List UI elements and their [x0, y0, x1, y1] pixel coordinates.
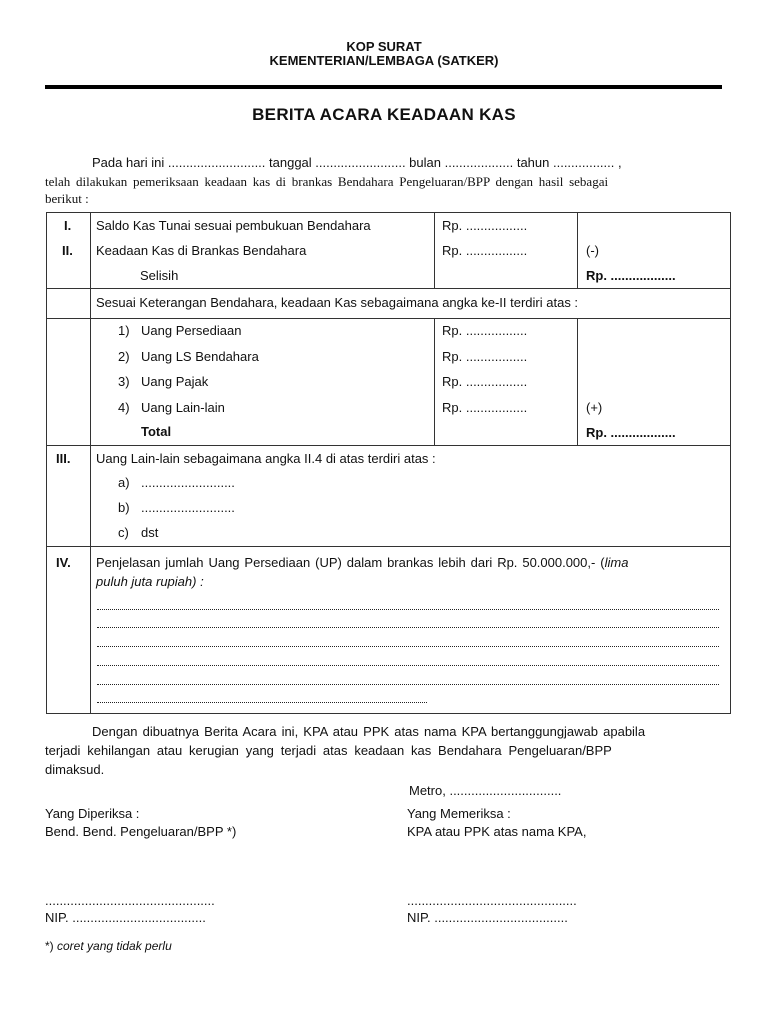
table-col-divider — [577, 318, 578, 446]
detail-item-text: .......................... — [141, 475, 235, 490]
penjelasan-up-italic: lima — [604, 555, 629, 570]
uang-persediaan-label: Uang Persediaan — [141, 323, 242, 338]
sesuai-keterangan-text: Sesuai Keterangan Bendahara, keadaan Kas sebagaimana angka ke-II terdiri atas : — [96, 295, 579, 310]
detail-item-text: dst — [141, 525, 159, 540]
intro-line-2: telah dilakukan pemeriksaan keadaan kas di brankas Bendahara Pengeluaran/BPP dengan hasil sebagai — [45, 174, 609, 189]
left-signer-nip: NIP. ..................................... — [45, 910, 206, 925]
saldo-kas-label: Saldo Kas Tunai sesuai pembukuan Bendahara — [96, 218, 371, 233]
uang-lain-label: Uang Lain-lain — [141, 400, 225, 415]
table-col-divider — [90, 212, 91, 714]
fill-line[interactable] — [97, 702, 427, 703]
right-signer-name: ............................................... — [407, 893, 577, 908]
closing-line-3: dimaksud. — [45, 762, 105, 777]
row-num-iii: III. — [56, 451, 71, 466]
uang-pajak-amount: Rp. ................. — [442, 374, 528, 389]
penjelasan-up-line1: Penjelasan jumlah Uang Persediaan (UP) dalam brankas lebih dari Rp. 50.000.000,- ( — [96, 555, 605, 570]
uang-ls-label: Uang LS Bendahara — [141, 349, 259, 364]
item-num: 1) — [118, 323, 130, 338]
fill-line[interactable] — [97, 646, 719, 647]
detail-item-num: a) — [118, 475, 130, 490]
table-border-left — [46, 212, 47, 714]
row-num-ii: II. — [62, 243, 73, 258]
detail-item-num: c) — [118, 525, 129, 540]
header-rule — [45, 85, 722, 89]
table-row-divider — [46, 288, 731, 289]
uang-lain-amount: Rp. ................. — [442, 400, 528, 415]
uang-ls-amount: Rp. ................. — [442, 349, 528, 364]
keadaan-kas-amount: Rp. ................. — [442, 243, 528, 258]
penjelasan-up-text — [96, 555, 628, 570]
item-num: 2) — [118, 349, 130, 364]
uang-pajak-label: Uang Pajak — [141, 374, 209, 389]
selisih-label: Selisih — [140, 268, 179, 283]
footnote-text: coret yang tidak perlu — [53, 939, 172, 953]
footnote-mark: *) — [45, 939, 54, 953]
bendahara-role: Bend. Bend. Pengeluaran/BPP *) — [45, 824, 237, 839]
fill-line[interactable] — [97, 609, 719, 610]
table-col-divider — [577, 212, 578, 289]
row-num-i: I. — [64, 218, 72, 233]
uang-persediaan-amount: Rp. ................. — [442, 323, 528, 338]
fill-line[interactable] — [97, 684, 719, 685]
selisih-amount: Rp. .................. — [586, 268, 676, 283]
detail-item-text: .......................... — [141, 500, 235, 515]
yang-diperiksa-label: Yang Diperiksa : — [45, 806, 140, 821]
right-signer-nip: NIP. ..................................... — [407, 910, 568, 925]
table-border-top — [46, 212, 731, 213]
plus-operator: (+) — [586, 400, 603, 415]
item-num: 4) — [118, 400, 130, 415]
uang-lain-detail-label: Uang Lain-lain sebagaimana angka II.4 di atas terdiri atas : — [96, 451, 436, 466]
table-border-right — [730, 212, 731, 714]
kpa-role: KPA atau PPK atas nama KPA, — [407, 824, 587, 839]
kop-surat: KOP SURAT — [346, 39, 422, 54]
closing-line-1: Dengan dibuatnya Berita Acara ini, KPA atau PPK atas nama KPA bertanggungjawab apabila — [92, 724, 646, 739]
saldo-kas-amount: Rp. ................. — [442, 218, 528, 233]
fill-line[interactable] — [97, 665, 719, 666]
item-num: 3) — [118, 374, 130, 389]
closing-line-2: terjadi kehilangan atau kerugian yang terjadi atas keadaan kas Bendahara Pengeluaran/BPP — [45, 743, 612, 758]
page-title: BERITA ACARA KEADAAN KAS — [252, 105, 516, 124]
table-col-divider — [434, 212, 435, 289]
table-row-divider — [46, 318, 731, 319]
intro-line-1: Pada hari ini ........................... tanggal ......................... bulan ................... tahun ................. , — [92, 155, 622, 170]
table-col-divider — [434, 318, 435, 446]
detail-item-num: b) — [118, 500, 130, 515]
instansi-title: KEMENTERIAN/LEMBAGA (SATKER) — [269, 53, 499, 68]
total-label: Total — [141, 424, 172, 439]
place-date: Metro, ............................... — [409, 783, 562, 798]
minus-operator: (-) — [586, 243, 599, 258]
total-amount: Rp. .................. — [586, 425, 676, 440]
table-row-divider — [46, 546, 731, 547]
left-signer-name: ............................................... — [45, 893, 215, 908]
penjelasan-up-line2: puluh juta rupiah) : — [96, 574, 204, 589]
keadaan-kas-label: Keadaan Kas di Brankas Bendahara — [96, 243, 307, 258]
table-row-divider — [46, 445, 731, 446]
yang-memeriksa-label: Yang Memeriksa : — [407, 806, 511, 821]
table-border-bottom — [46, 713, 731, 714]
fill-line[interactable] — [97, 627, 719, 628]
row-num-iv: IV. — [56, 555, 71, 570]
footnote — [45, 939, 172, 953]
intro-line-3: berikut : — [45, 191, 89, 206]
